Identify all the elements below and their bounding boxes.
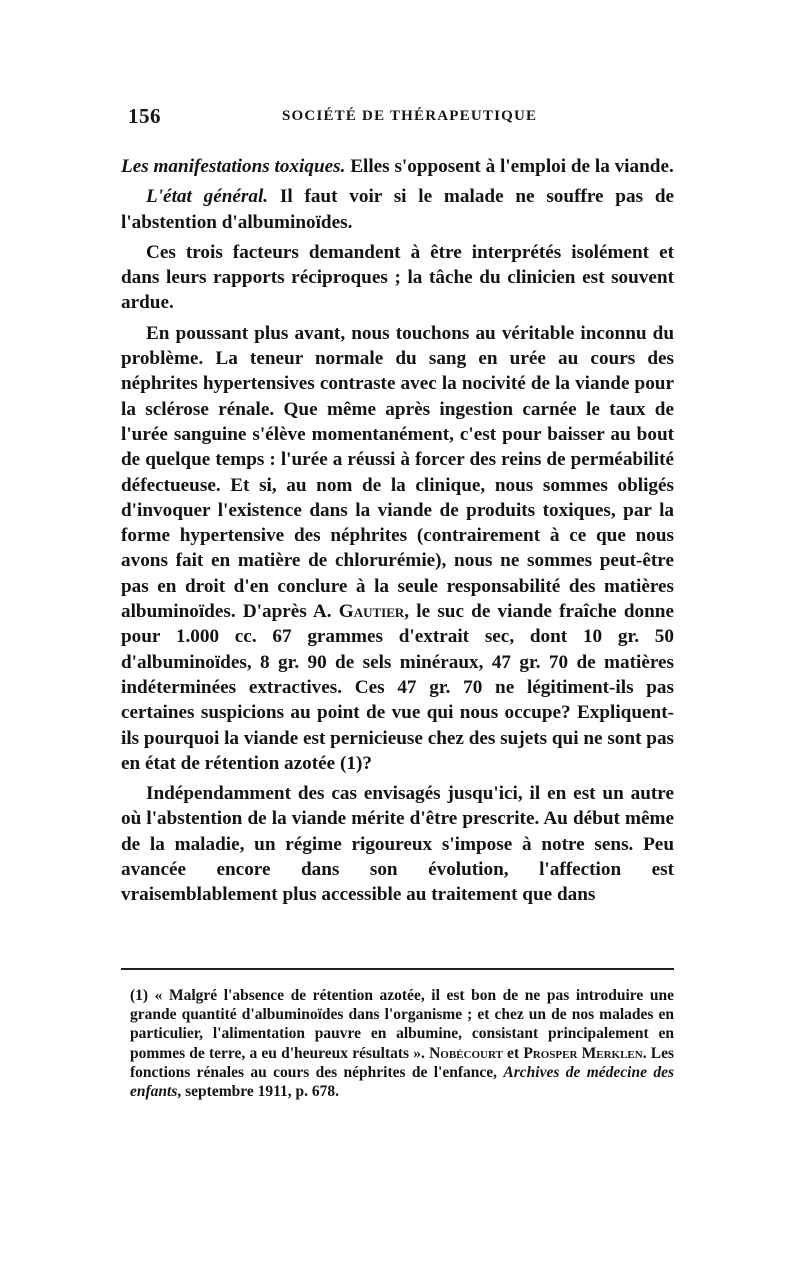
footnote-author: Nobécourt (429, 1044, 503, 1062)
running-title: SOCIÉTÉ DE THÉRAPEUTIQUE (282, 108, 538, 124)
paragraph-lead: Les manifestations toxiques. (121, 156, 346, 177)
footnote (130, 986, 674, 1101)
author-name: Gautier (338, 601, 405, 623)
paragraph-text: Il faut voir si le malade ne souffre pas de l'abstention d'albuminoïdes. (121, 186, 675, 233)
footnote-journal: Archives de médecine des enfants (130, 1063, 674, 1101)
paragraph-general-state (121, 184, 674, 235)
page-number: 156 (128, 104, 161, 128)
footnote-text: et (502, 1044, 524, 1062)
footnote-author: Prosper Merklen (523, 1044, 643, 1062)
paragraph-text: Elles s'opposent à l'emploi de la viande. (345, 156, 674, 177)
paragraph-unknown-problem (121, 321, 674, 776)
paragraph-abstention: Indépendamment des cas envisagés jusqu'ici, il en est un autre où l'abstention de la viande mérite d'être prescrite. Au début même de la maladie, un régime rigoureux s'impose à notre sens. Peu avancée encore dans son évolution, l'affection est vraisemblablement plus accessible au traitement que dans (121, 783, 674, 906)
page-header (128, 104, 674, 130)
footnote-text: (1) « Malgré l'absence de rétention azotée, il est bon de ne pas introduire une grande quantité d'albuminoïdes dans l'organisme ; et chez un de nos malades en particulier, l'alimentation pauvre en albumine, consistant principalement en pommes de terre, a eu d'heureux résultats ». (130, 987, 674, 1062)
paragraph-text: En poussant plus avant, nous touchons au véritable inconnu du problème. La teneur normale du sang en urée au cours des néphrites hypertensives contraste avec la nocivité de la viande pour la sclérose rénale. Que même après ingestion carnée le taux de l'urée sanguine s'élève momentanément, c'est pour baisser au bout de quelque temps : l'urée a réussi à forcer des reins de perméabilité défectueuse. Et si, au nom de la clinique, nous sommes obligés d'invoquer l'existence dans la viande de produits toxiques, par la forme hypertensive des néphrites (contrairement à ce que nous avons fait en matière de chlorurémie), nous ne sommes peut-être pas en droit d'en conclure à la seule responsabilité des matières albuminoïdes. D'après A. (121, 322, 674, 623)
footnote-text: . Les fonctions rénales au cours des néphrites de l'enfance, (130, 1044, 675, 1081)
footnote-text: , septembre 1911, p. 678. (177, 1083, 339, 1101)
paragraph-toxic-manifestations (121, 154, 674, 179)
paragraph-lead: L'état général. (146, 186, 269, 208)
paragraph-text: , le suc de viande fraîche donne pour 1.000 cc. 67 grammes d'extrait sec, dont 10 gr. 50 d'albuminoïdes, 8 gr. 90 de sels minéraux, 47 gr. 70 de matières indéterminées extractives. Ces 47 gr. 70 ne légitiment-ils pas certaines suspicions au point de vue qui nous occupe? Expliquent-ils pourquoi la viande est pernicieuse chez des sujets qui ne sont pas en état de rétention azotée (1)? (121, 601, 674, 774)
footnote-divider (121, 968, 674, 970)
body-text (121, 154, 674, 913)
paragraph-three-factors: Ces trois facteurs demandent à être interprétés isolément et dans leurs rapports réciproques ; la tâche du clinicien est souvent ardue. (121, 241, 674, 314)
